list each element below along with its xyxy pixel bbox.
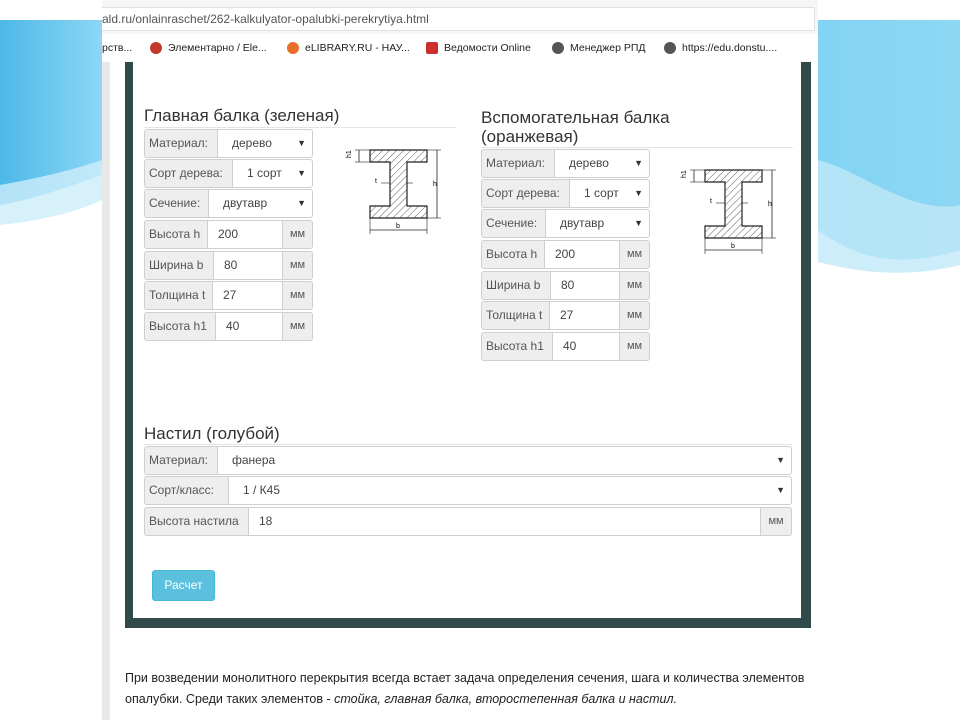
select-value: фанера: [232, 453, 276, 467]
deck-material-row: [144, 446, 792, 475]
bookmark-item[interactable]: [426, 34, 531, 62]
field-label: Высота h: [481, 240, 544, 269]
field-label: Сорт дерева:: [481, 179, 569, 208]
main-material-row: [144, 129, 313, 158]
main-beam-title: Главная балка (зеленая): [144, 106, 340, 125]
aux-height-row: [481, 240, 650, 269]
aux-width-input[interactable]: 80: [550, 271, 620, 300]
field-label: Сечение:: [144, 189, 208, 218]
unit-label: мм: [283, 220, 313, 249]
main-width-input[interactable]: 80: [213, 251, 283, 280]
select-value: двутавр: [560, 216, 605, 230]
field-label: Сечение:: [481, 209, 545, 238]
field-label: Толщина t: [481, 301, 549, 330]
dim-h1-label: h1: [346, 150, 353, 158]
caret-down-icon: ▼: [297, 138, 306, 148]
dim-h1-label: h1: [681, 170, 688, 178]
select-value: двутавр: [223, 196, 268, 210]
main-width-row: [144, 251, 313, 280]
main-height-row: [144, 220, 313, 249]
page-left-margin: [102, 62, 110, 720]
dim-b-label: b: [396, 223, 400, 230]
url-field[interactable]: [102, 7, 815, 31]
main-section-row: [144, 189, 313, 218]
bookmark-label: Элементарно / Ele...: [168, 42, 267, 54]
bookmark-item[interactable]: [552, 34, 646, 62]
aux-section-row: [481, 209, 650, 238]
globe-icon: [664, 42, 676, 54]
unit-label: мм: [620, 332, 650, 361]
caret-down-icon: ▼: [634, 158, 643, 168]
main-material-select[interactable]: [217, 129, 313, 158]
field-label: Ширина b: [481, 271, 550, 300]
divider: [144, 127, 456, 128]
aux-grade-select[interactable]: [569, 179, 650, 208]
bookmark-label: Ведомости Online: [444, 42, 531, 54]
select-value: дерево: [232, 136, 272, 150]
main-h1-input[interactable]: 40: [215, 312, 283, 341]
caret-down-icon: ▼: [297, 168, 306, 178]
caret-down-icon: ▼: [776, 455, 785, 465]
field-label: Высота h1: [481, 332, 552, 361]
main-section-select[interactable]: [208, 189, 313, 218]
shield-icon: [426, 42, 438, 54]
bookmark-item[interactable]: [664, 34, 777, 62]
deck-height-row: [144, 507, 792, 536]
browser-address-bar: [102, 0, 818, 35]
caret-down-icon: ▼: [634, 188, 643, 198]
aux-height-input[interactable]: 200: [544, 240, 620, 269]
field-label: Толщина t: [144, 281, 212, 310]
main-height-input[interactable]: 200: [207, 220, 283, 249]
field-label: Материал:: [481, 149, 554, 178]
bookmark-label: рств...: [102, 42, 133, 54]
aux-material-select[interactable]: [554, 149, 650, 178]
paragraph-italic: стойка, главная балка, второстепенная балка и настил.: [334, 692, 678, 706]
aux-h1-input[interactable]: 40: [552, 332, 620, 361]
field-label: Высота h1: [144, 312, 215, 341]
url-text: ald.ru/onlainraschet/262-kalkulyator-opalubki-perekrytiya.html: [102, 12, 429, 26]
bookmarks-bar: [102, 34, 818, 62]
main-grade-select[interactable]: [232, 159, 313, 188]
select-value: 1 / К45: [243, 483, 281, 497]
bookmark-item[interactable]: [150, 34, 267, 62]
field-label: Высота настила: [144, 507, 248, 536]
aux-beam-title-line1: Вспомогательная балка: [481, 108, 670, 127]
aux-thickness-row: [481, 301, 650, 330]
divider: [481, 147, 793, 148]
caret-down-icon: ▼: [297, 198, 306, 208]
aux-beam-title-line2: (оранжевая): [481, 127, 579, 146]
main-h1-row: [144, 312, 313, 341]
field-label: Материал:: [144, 446, 217, 475]
caret-down-icon: ▼: [776, 485, 785, 495]
aux-ibeam-diagram: [680, 158, 780, 258]
select-value: 1 сорт: [584, 186, 619, 200]
unit-label: мм: [620, 271, 650, 300]
unit-label: мм: [283, 312, 313, 341]
main-thickness-row: [144, 281, 313, 310]
unit-label: мм: [283, 281, 313, 310]
bookmark-label: https://edu.donstu....: [682, 42, 778, 54]
bookmark-label: eLIBRARY.RU - НАУ...: [305, 42, 410, 54]
elibrary-icon: [287, 42, 299, 54]
select-value: 1 сорт: [247, 166, 282, 180]
aux-grade-row: [481, 179, 650, 208]
field-label: Ширина b: [144, 251, 213, 280]
divider: [144, 444, 792, 445]
bookmark-label: Менеджер РПД: [570, 42, 646, 54]
dim-t-label: t: [375, 178, 377, 185]
select-value: дерево: [569, 156, 609, 170]
main-ibeam-diagram: [345, 138, 445, 238]
description-paragraph: [125, 668, 805, 710]
bookmark-item[interactable]: [102, 34, 132, 62]
star-icon: [150, 42, 162, 54]
dim-h-label: h: [768, 201, 772, 208]
caret-down-icon: ▼: [634, 218, 643, 228]
deck-material-select[interactable]: [217, 446, 792, 475]
field-label: Материал:: [144, 129, 217, 158]
aux-h1-row: [481, 332, 650, 361]
unit-label: мм: [283, 251, 313, 280]
field-label: Высота h: [144, 220, 207, 249]
aux-width-row: [481, 271, 650, 300]
calculate-button[interactable]: Расчет: [152, 570, 215, 601]
aux-section-select[interactable]: [545, 209, 650, 238]
globe-icon: [552, 42, 564, 54]
unit-label: мм: [620, 301, 650, 330]
dim-t-label: t: [710, 198, 712, 205]
field-label: Сорт/класс:: [144, 476, 228, 505]
deck-title: Настил (голубой): [144, 424, 280, 443]
bookmark-item[interactable]: [287, 34, 410, 62]
main-grade-row: [144, 159, 313, 188]
paragraph-text: При возведении монолитного перекрытия всегда встает задача определения сечения, шага и количества элементов опалубки. Среди таких элементов -: [125, 671, 805, 706]
field-label: Сорт дерева:: [144, 159, 232, 188]
dim-h-label: h: [433, 181, 437, 188]
deck-grade-select[interactable]: [228, 476, 792, 505]
deck-height-input[interactable]: 18: [248, 507, 761, 536]
dim-b-label: b: [731, 243, 735, 250]
deck-grade-row: [144, 476, 792, 505]
unit-label: мм: [620, 240, 650, 269]
aux-material-row: [481, 149, 650, 178]
aux-thickness-input[interactable]: 27: [549, 301, 620, 330]
unit-label: мм: [761, 507, 792, 536]
main-thickness-input[interactable]: 27: [212, 281, 283, 310]
